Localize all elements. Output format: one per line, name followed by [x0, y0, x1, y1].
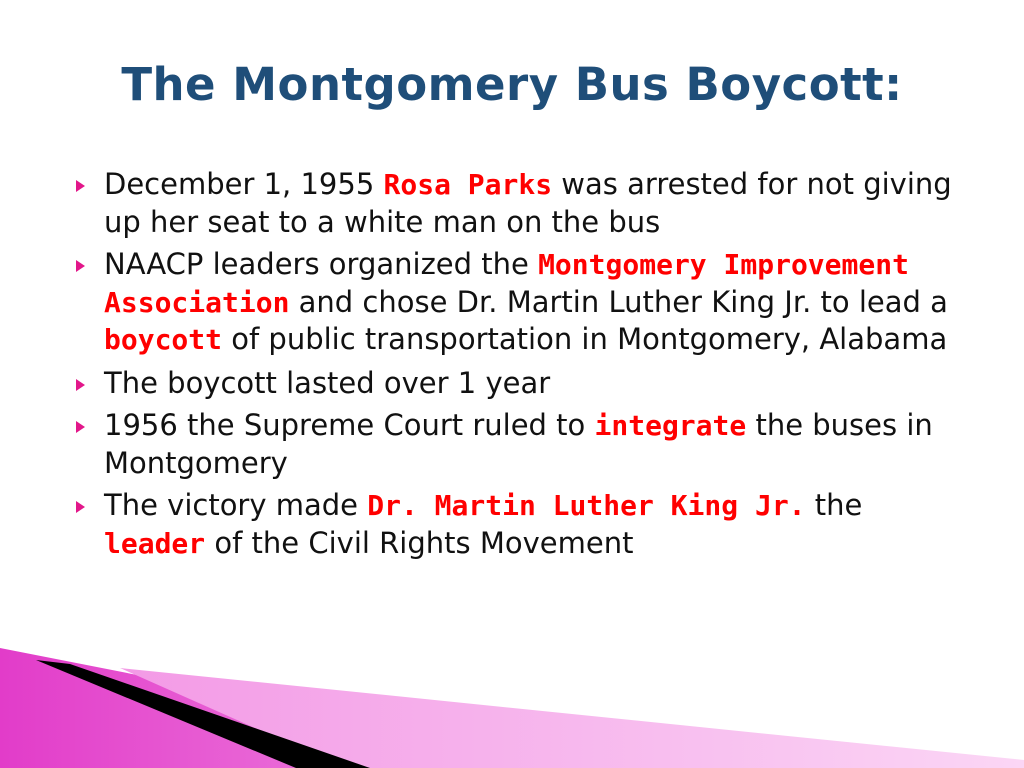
highlight-text: Montgomery Improvement Association — [104, 248, 909, 319]
bullet-text: the — [805, 488, 863, 522]
highlight-text: Rosa Parks — [383, 168, 553, 201]
decor-magenta-band — [0, 648, 610, 768]
highlight-text: Dr. Martin Luther King Jr. — [367, 489, 806, 522]
bullet-text: of public transportation in Montgomery, Alabama — [222, 322, 948, 356]
highlight-text: leader — [104, 526, 206, 560]
triangle-right-icon — [76, 421, 85, 433]
triangle-right-icon — [76, 379, 85, 391]
bullet-text: the buses in Montgomery — [104, 408, 933, 480]
slide-title: The Montgomery Bus Boycott: — [121, 58, 903, 111]
bullet-item — [68, 166, 968, 240]
bullet-text: The boycott lasted over 1 year — [104, 365, 551, 400]
triangle-right-icon — [76, 501, 85, 513]
bullet-text: 1956 the Supreme Court ruled to — [104, 408, 595, 442]
bullet-list — [68, 166, 968, 568]
bullet-item — [68, 487, 968, 562]
triangle-right-icon — [76, 260, 85, 272]
bullet-text: was arrested for not giving up her seat to a white man on the bus — [104, 167, 952, 239]
highlight-text: integrate — [594, 409, 747, 442]
decor-black-stripe — [36, 660, 370, 768]
triangle-right-icon — [76, 180, 85, 192]
bullet-item — [68, 407, 968, 481]
bullet-text: of the Civil Rights Movement — [205, 525, 634, 560]
bullet-text: and chose Dr. Martin Luther King Jr. to lead a — [289, 284, 948, 319]
bullet-item — [68, 365, 968, 402]
highlight-text: boycott — [104, 323, 223, 356]
bullet-text: NAACP leaders organized the — [104, 247, 539, 281]
bullet-item — [68, 246, 968, 359]
bullet-text: The victory made — [104, 488, 368, 522]
bullet-text: December 1, 1955 — [104, 167, 384, 201]
decor-pink-wedge — [120, 668, 1024, 768]
